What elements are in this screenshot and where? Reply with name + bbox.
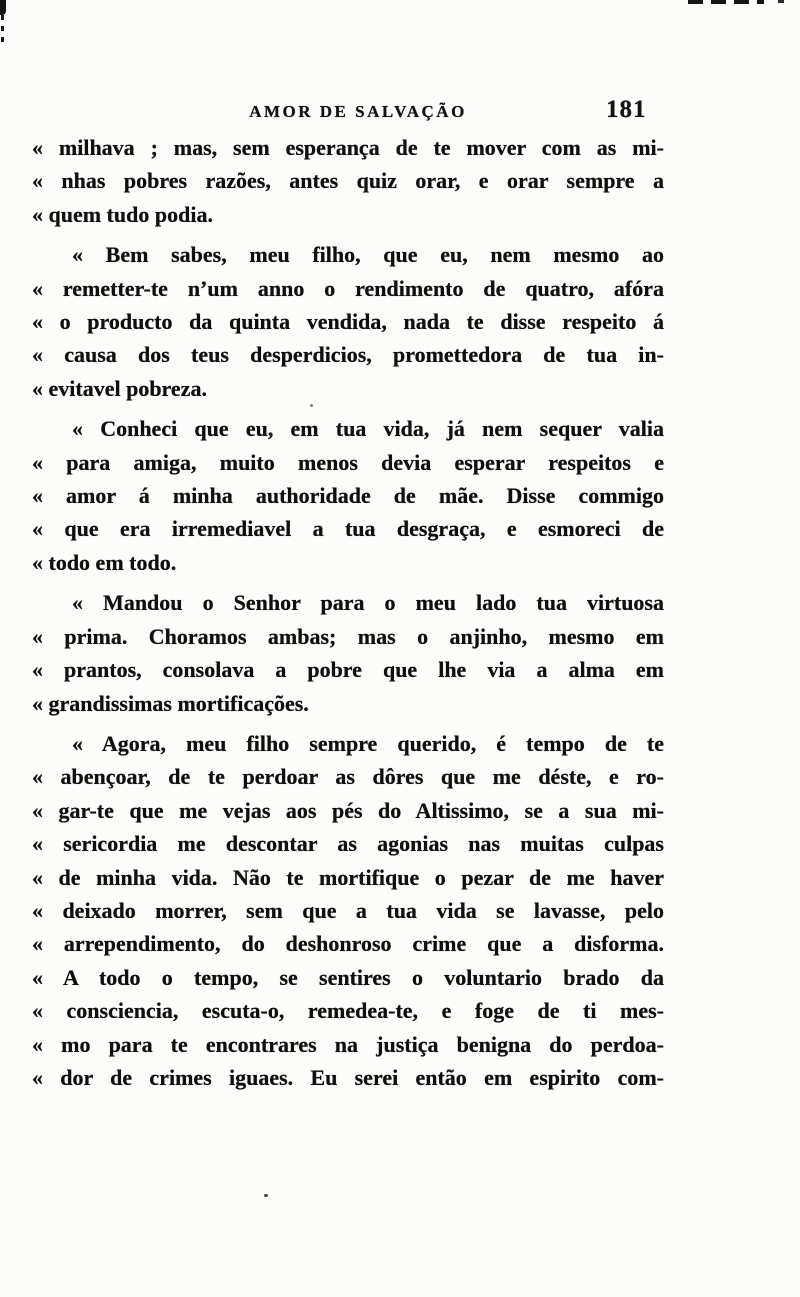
paragraph — [32, 412, 664, 579]
text-line: « nhas pobres razões, antes quiz orar, e orar sempre a — [32, 168, 664, 194]
scan-corner-mark — [0, 0, 6, 15]
running-title: AMOR DE SALVAÇÃO — [249, 102, 467, 121]
text-line: « todo em todo. — [32, 549, 177, 575]
text-line: « amor á minha authoridade de mãe. Disse commigo — [32, 483, 664, 509]
text-line: « evitavel pobreza. — [32, 375, 207, 401]
text-line: « Conheci que eu, em tua vida, já nem sequer valia — [72, 416, 664, 442]
text-line: « deixado morrer, sem que a tua vida se lavasse, pelo — [32, 897, 664, 923]
text-line: « o producto da quinta vendida, nada te disse respeito á — [32, 309, 664, 335]
paragraph — [32, 238, 664, 405]
page-number: 181 — [606, 96, 647, 123]
text-line: « abençoar, de te perdoar as dôres que me déste, e ro- — [32, 764, 664, 790]
text-line: « Agora, meu filho sempre querido, é tempo de te — [72, 730, 664, 756]
text-line: « remetter-te n’um anno o rendimento de quatro, afóra — [32, 275, 664, 301]
text-line: « arrependimento, do deshonroso crime que a disforma. — [32, 931, 664, 957]
scan-dashed-line — [688, 0, 764, 4]
scan-corner-mark-tail — [1, 15, 4, 47]
running-header — [0, 96, 800, 129]
paragraph — [32, 727, 664, 1094]
text-line: « Mandou o Senhor para o meu lado tua virtuosa — [72, 590, 664, 616]
text-line: « quem tudo podia. — [32, 201, 213, 227]
text-line: « milhava ; mas, sem esperança de te mover com as mi- — [32, 135, 664, 160]
text-line: « prima. Choramos ambas; mas o anjinho, mesmo em — [32, 623, 664, 649]
text-line: « prantos, consolava a pobre que lhe via a alma em — [32, 657, 664, 683]
paragraph — [32, 131, 664, 231]
text-line: « Bem sabes, meu filho, que eu, nem mesmo ao — [72, 242, 664, 268]
paragraph — [32, 586, 664, 720]
text-line: « dor de crimes iguaes. Eu serei então em espirito com- — [32, 1064, 664, 1090]
scan-dash-dot — [778, 0, 784, 3]
text-line: « de minha vida. Não te mortifique o pezar de me haver — [32, 864, 664, 890]
text-line: « causa dos teus desperdicios, promettedora de tua in- — [32, 342, 664, 368]
text-line: « mo para te encontrares na justiça benigna do perdoa- — [32, 1031, 664, 1057]
text-line: « A todo o tempo, se sentires o voluntario brado da — [32, 964, 664, 990]
text-block — [32, 131, 664, 1094]
text-line: « que era irremediavel a tua desgraça, e esmoreci de — [32, 516, 664, 542]
scan-speck — [264, 1194, 268, 1197]
text-line: « gar-te que me vejas aos pés do Altissimo, se a sua mi- — [32, 797, 664, 823]
text-line: « para amiga, muito menos devia esperar respeitos e — [32, 449, 664, 475]
text-line: « sericordia me descontar as agonias nas muitas culpas — [32, 831, 664, 857]
text-line: « consciencia, escuta-o, remedea-te, e foge de ti mes- — [32, 998, 664, 1024]
text-line: « grandissimas mortificações. — [32, 690, 309, 716]
